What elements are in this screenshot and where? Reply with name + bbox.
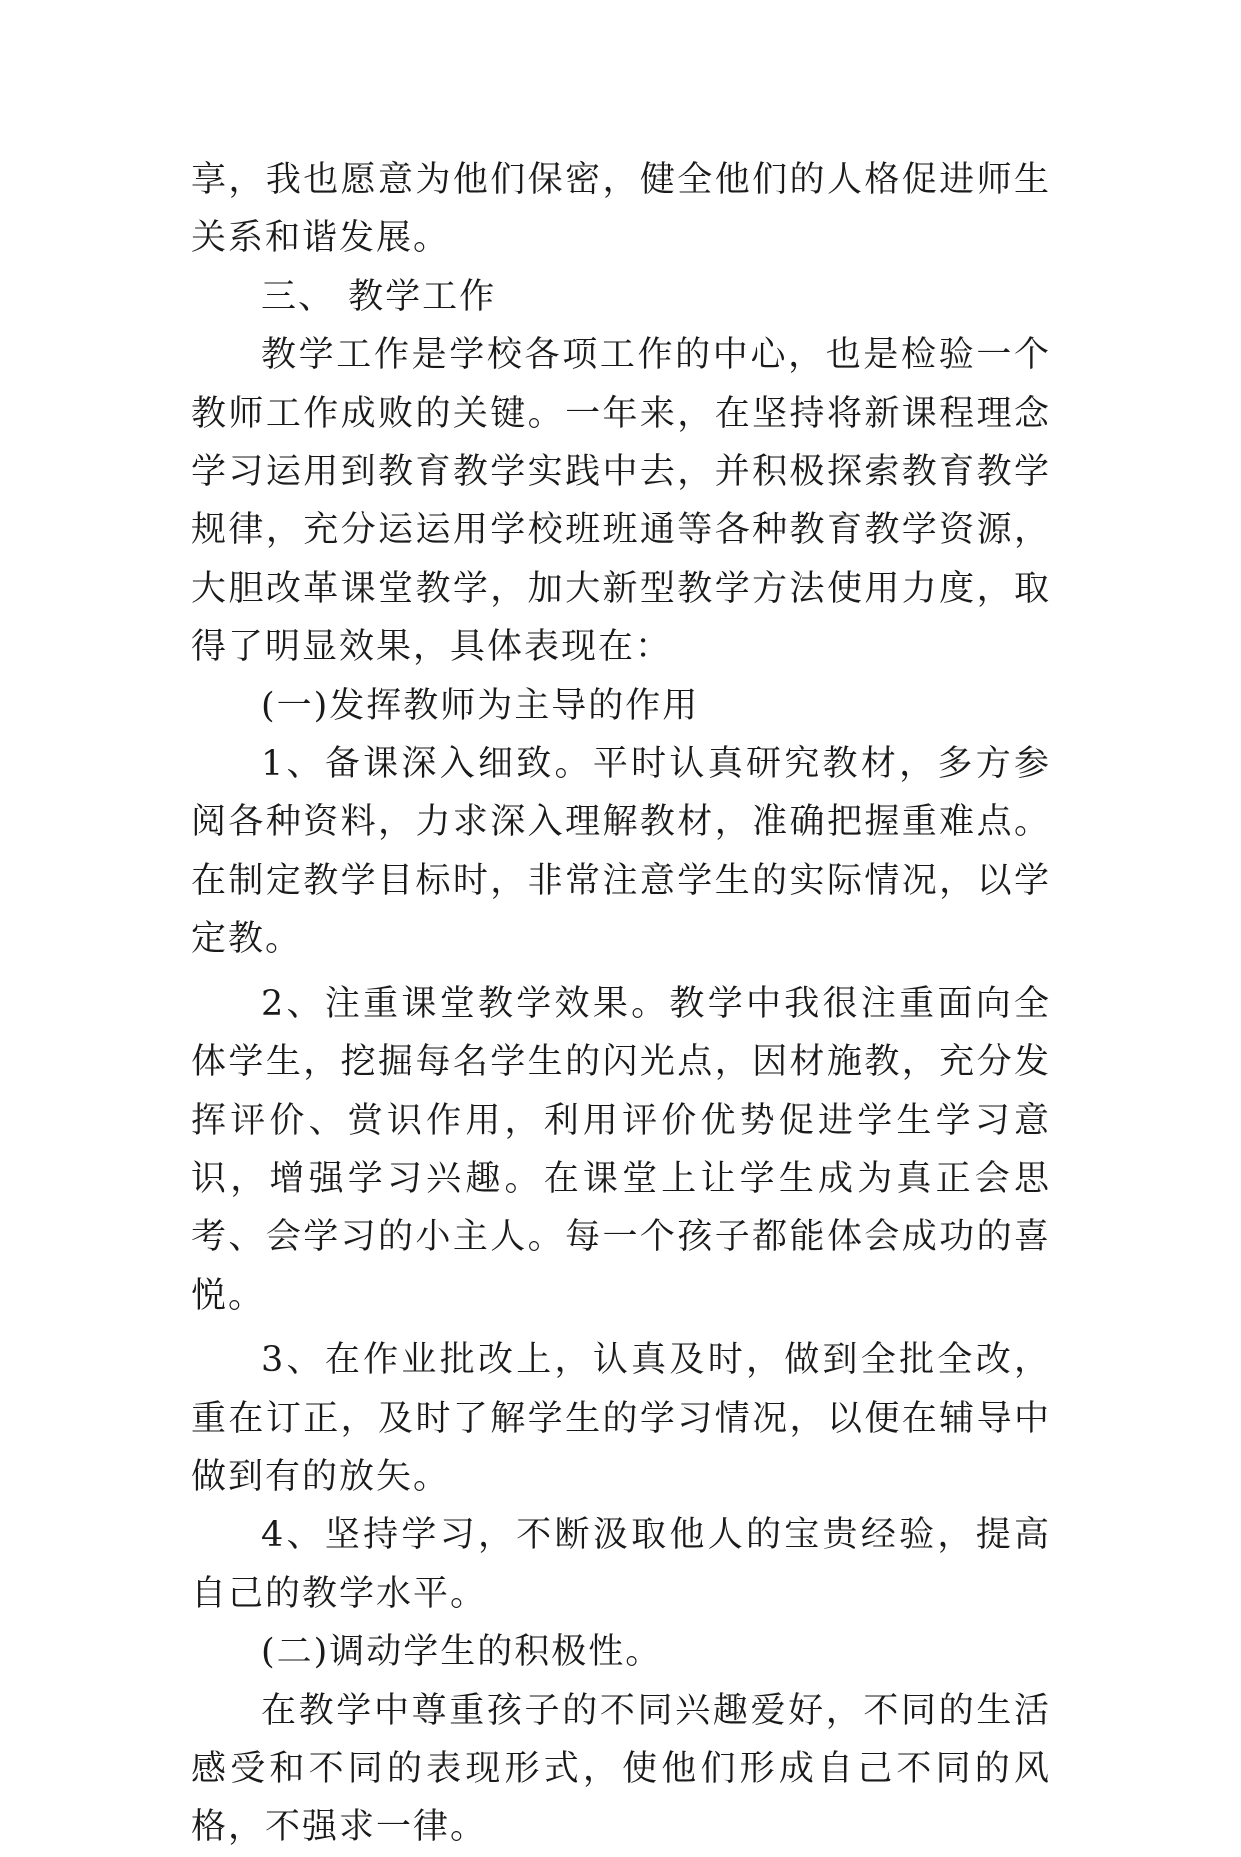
- subheading-student-initiative: (二)调动学生的积极性。: [261, 1632, 663, 1673]
- document-body: [191, 151, 1051, 1857]
- subheading-teacher-role: (一)发挥教师为主导的作用: [261, 685, 700, 726]
- paragraph-continuation: 享，我也愿意为他们保密，健全他们的人格促进师生关系和谐发展。: [191, 160, 1051, 259]
- list-item-continuous-learning: 4、坚持学习，不断汲取他人的宝贵经验，提高自己的教学水平。: [191, 1515, 1051, 1614]
- section-heading-teaching-work: 三、 教学工作: [261, 276, 497, 317]
- list-item-homework-correction: 3、在作业批改上，认真及时，做到全批全改，重在订正，及时了解学生的学习情况，以便在辅导中做到有的放矢。: [191, 1340, 1051, 1497]
- paragraph-teaching-intro: 教学工作是学校各项工作的中心，也是检验一个教师工作成败的关键。一年来，在坚持将新课程理念学习运用到教育教学实践中去，并积极探索教育教学规律，充分运运用学校班班通等各种教育教学资源，大胆改革课堂教学，加大新型教学方法使用力度，取得了明显效果，具体表现在：: [191, 335, 1051, 668]
- list-item-classroom-effect: 2、注重课堂教学效果。教学中我很注重面向全体学生，挖掘每名学生的闪光点，因材施教，充分发挥评价、赏识作用，利用评价优势促进学生学习意识，增强学习兴趣。在课堂上让学生成为真正会思考、会学习的小主人。每一个孩子都能体会成功的喜悦。: [191, 983, 1051, 1316]
- list-item-lesson-prep: 1、备课深入细致。平时认真研究教材，多方参阅各种资料，力求深入理解教材，准确把握重难点。在制定教学目标时，非常注意学生的实际情况，以学定教。: [191, 744, 1051, 960]
- paragraph-respect-interests: 在教学中尊重孩子的不同兴趣爱好，不同的生活感受和不同的表现形式，使他们形成自己不同的风格，不强求一律。: [191, 1690, 1051, 1848]
